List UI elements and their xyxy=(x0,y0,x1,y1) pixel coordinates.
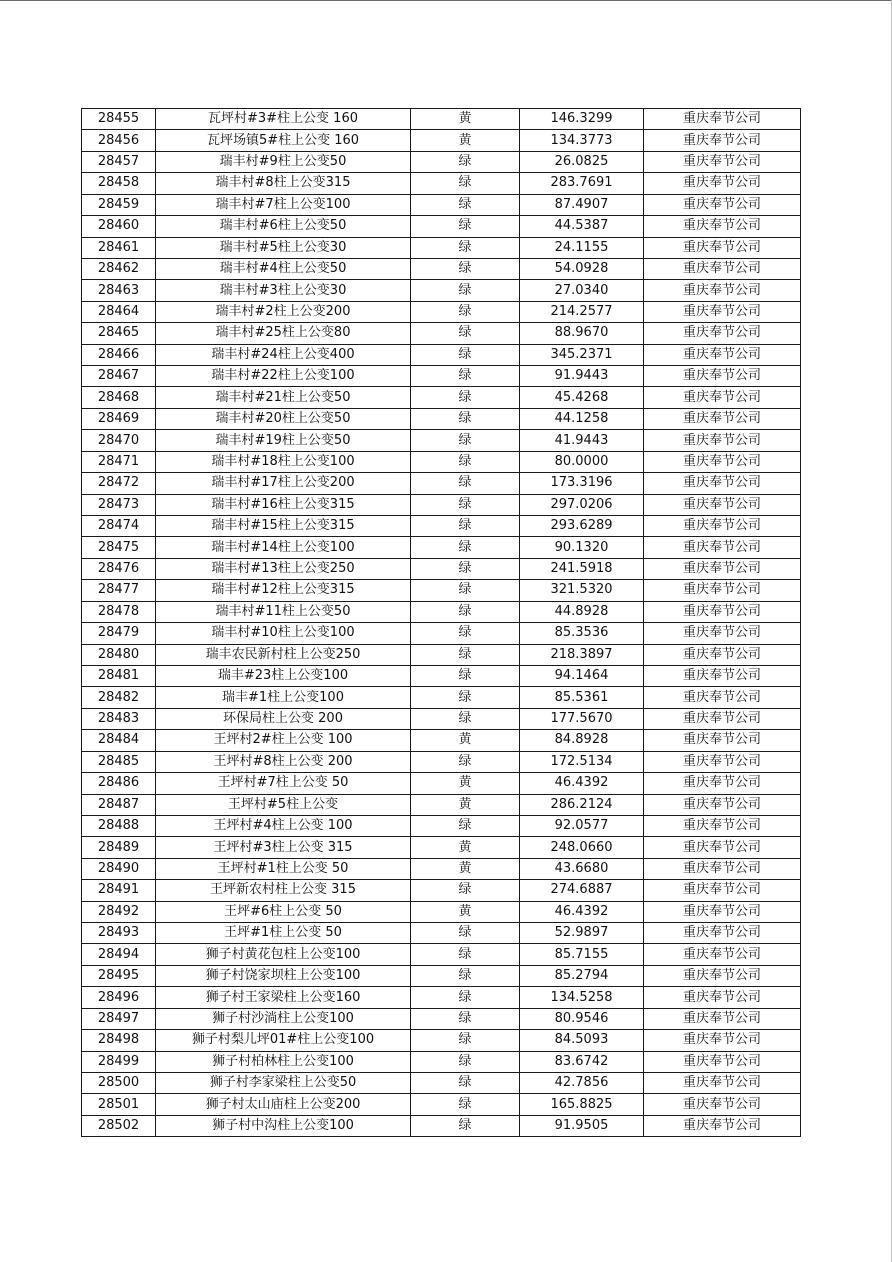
table-row xyxy=(82,1115,801,1136)
row-id-cell: 28482 xyxy=(82,687,156,708)
transformer-name-cell: 瑞丰村#25柱上公变80 xyxy=(156,323,411,344)
value-cell: 134.3773 xyxy=(520,130,644,151)
value-cell: 84.8928 xyxy=(520,730,644,751)
row-id-cell: 28483 xyxy=(82,708,156,729)
row-id-cell: 28493 xyxy=(82,923,156,944)
company-cell: 重庆奉节公司 xyxy=(644,730,801,751)
table-row xyxy=(82,366,801,387)
company-cell: 重庆奉节公司 xyxy=(644,558,801,579)
row-id-cell: 28486 xyxy=(82,773,156,794)
row-id-cell: 28477 xyxy=(82,580,156,601)
status-color-cell: 绿 xyxy=(411,173,520,194)
value-cell: 44.1258 xyxy=(520,408,644,429)
row-id-cell: 28466 xyxy=(82,344,156,365)
row-id-cell: 28462 xyxy=(82,258,156,279)
company-cell: 重庆奉节公司 xyxy=(644,1115,801,1136)
table-row xyxy=(82,923,801,944)
status-color-cell: 绿 xyxy=(411,1115,520,1136)
transformer-name-cell: 王坪#6柱上公变 50 xyxy=(156,901,411,922)
company-cell: 重庆奉节公司 xyxy=(644,323,801,344)
value-cell: 42.7856 xyxy=(520,1072,644,1093)
value-cell: 297.0206 xyxy=(520,494,644,515)
table-row xyxy=(82,751,801,772)
value-cell: 24.1155 xyxy=(520,237,644,258)
table-row xyxy=(82,601,801,622)
table-row xyxy=(82,1008,801,1029)
table-body xyxy=(82,109,801,1137)
company-cell: 重庆奉节公司 xyxy=(644,494,801,515)
company-cell: 重庆奉节公司 xyxy=(644,665,801,686)
table-row xyxy=(82,344,801,365)
transformer-name-cell: 王坪村#7柱上公变 50 xyxy=(156,773,411,794)
company-cell: 重庆奉节公司 xyxy=(644,151,801,172)
transformer-name-cell: 瑞丰村#13柱上公变250 xyxy=(156,558,411,579)
status-color-cell: 绿 xyxy=(411,665,520,686)
table-row xyxy=(82,301,801,322)
company-cell: 重庆奉节公司 xyxy=(644,858,801,879)
value-cell: 274.6887 xyxy=(520,880,644,901)
table-row xyxy=(82,708,801,729)
row-id-cell: 28460 xyxy=(82,216,156,237)
value-cell: 46.4392 xyxy=(520,773,644,794)
status-color-cell: 绿 xyxy=(411,494,520,515)
transformer-name-cell: 瑞丰村#19柱上公变50 xyxy=(156,430,411,451)
status-color-cell: 绿 xyxy=(411,237,520,258)
row-id-cell: 28468 xyxy=(82,387,156,408)
table-row xyxy=(82,837,801,858)
status-color-cell: 绿 xyxy=(411,644,520,665)
company-cell: 重庆奉节公司 xyxy=(644,216,801,237)
transformer-name-cell: 瑞丰村#8柱上公变315 xyxy=(156,173,411,194)
value-cell: 52.9897 xyxy=(520,923,644,944)
company-cell: 重庆奉节公司 xyxy=(644,1008,801,1029)
transformer-name-cell: 瓦坪村#3#柱上公变 160 xyxy=(156,109,411,130)
transformer-name-cell: 狮子村黄花包柱上公变100 xyxy=(156,944,411,965)
row-id-cell: 28481 xyxy=(82,665,156,686)
transformer-name-cell: 瑞丰村#15柱上公变315 xyxy=(156,516,411,537)
row-id-cell: 28478 xyxy=(82,601,156,622)
transformer-name-cell: 王坪新农村柱上公变 315 xyxy=(156,880,411,901)
status-color-cell: 绿 xyxy=(411,451,520,472)
status-color-cell: 绿 xyxy=(411,1094,520,1115)
transformer-name-cell: 狮子村沙淌柱上公变100 xyxy=(156,1008,411,1029)
company-cell: 重庆奉节公司 xyxy=(644,773,801,794)
table-row xyxy=(82,794,801,815)
table-row xyxy=(82,173,801,194)
table-row xyxy=(82,558,801,579)
row-id-cell: 28475 xyxy=(82,537,156,558)
value-cell: 85.5361 xyxy=(520,687,644,708)
table-row xyxy=(82,580,801,601)
table-row xyxy=(82,537,801,558)
company-cell: 重庆奉节公司 xyxy=(644,130,801,151)
status-color-cell: 绿 xyxy=(411,516,520,537)
row-id-cell: 28465 xyxy=(82,323,156,344)
value-cell: 44.5387 xyxy=(520,216,644,237)
table-row xyxy=(82,109,801,130)
value-cell: 54.0928 xyxy=(520,258,644,279)
value-cell: 91.9443 xyxy=(520,366,644,387)
table-row xyxy=(82,987,801,1008)
company-cell: 重庆奉节公司 xyxy=(644,965,801,986)
transformer-name-cell: 瑞丰村#16柱上公变315 xyxy=(156,494,411,515)
status-color-cell: 绿 xyxy=(411,216,520,237)
row-id-cell: 28469 xyxy=(82,408,156,429)
company-cell: 重庆奉节公司 xyxy=(644,430,801,451)
table-row xyxy=(82,687,801,708)
transformer-name-cell: 狮子村饶家坝柱上公变100 xyxy=(156,965,411,986)
value-cell: 45.4268 xyxy=(520,387,644,408)
transformer-name-cell: 瑞丰村#24柱上公变400 xyxy=(156,344,411,365)
transformer-name-cell: 瑞丰村#17柱上公变200 xyxy=(156,473,411,494)
table-row xyxy=(82,623,801,644)
status-color-cell: 绿 xyxy=(411,965,520,986)
table-row xyxy=(82,323,801,344)
row-id-cell: 28498 xyxy=(82,1030,156,1051)
status-color-cell: 绿 xyxy=(411,880,520,901)
company-cell: 重庆奉节公司 xyxy=(644,687,801,708)
company-cell: 重庆奉节公司 xyxy=(644,344,801,365)
transformer-name-cell: 王坪村#4柱上公变 100 xyxy=(156,815,411,836)
status-color-cell: 黄 xyxy=(411,901,520,922)
company-cell: 重庆奉节公司 xyxy=(644,1072,801,1093)
company-cell: 重庆奉节公司 xyxy=(644,880,801,901)
table-row xyxy=(82,944,801,965)
table-row xyxy=(82,730,801,751)
status-color-cell: 黄 xyxy=(411,837,520,858)
transformer-name-cell: 瑞丰村#5柱上公变30 xyxy=(156,237,411,258)
value-cell: 94.1464 xyxy=(520,665,644,686)
row-id-cell: 28497 xyxy=(82,1008,156,1029)
table-row xyxy=(82,258,801,279)
status-color-cell: 绿 xyxy=(411,280,520,301)
transformer-name-cell: 狮子村中沟柱上公变100 xyxy=(156,1115,411,1136)
company-cell: 重庆奉节公司 xyxy=(644,901,801,922)
table-row xyxy=(82,815,801,836)
company-cell: 重庆奉节公司 xyxy=(644,1030,801,1051)
transformer-name-cell: 王坪村#1柱上公变 50 xyxy=(156,858,411,879)
value-cell: 87.4907 xyxy=(520,194,644,215)
value-cell: 321.5320 xyxy=(520,580,644,601)
table-row xyxy=(82,516,801,537)
value-cell: 134.5258 xyxy=(520,987,644,1008)
table-row xyxy=(82,880,801,901)
company-cell: 重庆奉节公司 xyxy=(644,837,801,858)
row-id-cell: 28474 xyxy=(82,516,156,537)
status-color-cell: 绿 xyxy=(411,1008,520,1029)
row-id-cell: 28500 xyxy=(82,1072,156,1093)
table-row xyxy=(82,151,801,172)
status-color-cell: 黄 xyxy=(411,773,520,794)
transformer-name-cell: 瑞丰村#18柱上公变100 xyxy=(156,451,411,472)
row-id-cell: 28467 xyxy=(82,366,156,387)
company-cell: 重庆奉节公司 xyxy=(644,987,801,1008)
row-id-cell: 28479 xyxy=(82,623,156,644)
transformer-name-cell: 瑞丰村#3柱上公变30 xyxy=(156,280,411,301)
company-cell: 重庆奉节公司 xyxy=(644,1051,801,1072)
table-row xyxy=(82,1072,801,1093)
value-cell: 177.5670 xyxy=(520,708,644,729)
company-cell: 重庆奉节公司 xyxy=(644,644,801,665)
company-cell: 重庆奉节公司 xyxy=(644,944,801,965)
transformer-name-cell: 王坪村#5柱上公变 xyxy=(156,794,411,815)
company-cell: 重庆奉节公司 xyxy=(644,794,801,815)
row-id-cell: 28490 xyxy=(82,858,156,879)
value-cell: 83.6742 xyxy=(520,1051,644,1072)
status-color-cell: 黄 xyxy=(411,794,520,815)
value-cell: 248.0660 xyxy=(520,837,644,858)
value-cell: 85.3536 xyxy=(520,623,644,644)
status-color-cell: 绿 xyxy=(411,601,520,622)
table-row xyxy=(82,773,801,794)
status-color-cell: 绿 xyxy=(411,151,520,172)
page-top-border xyxy=(0,0,892,1)
row-id-cell: 28484 xyxy=(82,730,156,751)
company-cell: 重庆奉节公司 xyxy=(644,280,801,301)
row-id-cell: 28496 xyxy=(82,987,156,1008)
company-cell: 重庆奉节公司 xyxy=(644,1094,801,1115)
transformer-name-cell: 瑞丰村#4柱上公变50 xyxy=(156,258,411,279)
status-color-cell: 绿 xyxy=(411,623,520,644)
company-cell: 重庆奉节公司 xyxy=(644,237,801,258)
status-color-cell: 绿 xyxy=(411,387,520,408)
company-cell: 重庆奉节公司 xyxy=(644,623,801,644)
row-id-cell: 28456 xyxy=(82,130,156,151)
value-cell: 283.7691 xyxy=(520,173,644,194)
transformer-name-cell: 瑞丰村#20柱上公变50 xyxy=(156,408,411,429)
row-id-cell: 28476 xyxy=(82,558,156,579)
status-color-cell: 黄 xyxy=(411,730,520,751)
status-color-cell: 绿 xyxy=(411,194,520,215)
row-id-cell: 28457 xyxy=(82,151,156,172)
status-color-cell: 黄 xyxy=(411,109,520,130)
row-id-cell: 28501 xyxy=(82,1094,156,1115)
value-cell: 92.0577 xyxy=(520,815,644,836)
table-row xyxy=(82,1051,801,1072)
row-id-cell: 28458 xyxy=(82,173,156,194)
value-cell: 44.8928 xyxy=(520,601,644,622)
value-cell: 46.4392 xyxy=(520,901,644,922)
row-id-cell: 28502 xyxy=(82,1115,156,1136)
table-row xyxy=(82,1030,801,1051)
status-color-cell: 绿 xyxy=(411,687,520,708)
transformer-name-cell: 王坪#1柱上公变 50 xyxy=(156,923,411,944)
status-color-cell: 绿 xyxy=(411,987,520,1008)
status-color-cell: 绿 xyxy=(411,944,520,965)
table-row xyxy=(82,430,801,451)
company-cell: 重庆奉节公司 xyxy=(644,408,801,429)
status-color-cell: 绿 xyxy=(411,473,520,494)
table-row xyxy=(82,858,801,879)
value-cell: 26.0825 xyxy=(520,151,644,172)
status-color-cell: 绿 xyxy=(411,1072,520,1093)
company-cell: 重庆奉节公司 xyxy=(644,173,801,194)
company-cell: 重庆奉节公司 xyxy=(644,473,801,494)
value-cell: 172.5134 xyxy=(520,751,644,772)
value-cell: 80.9546 xyxy=(520,1008,644,1029)
company-cell: 重庆奉节公司 xyxy=(644,923,801,944)
row-id-cell: 28488 xyxy=(82,815,156,836)
company-cell: 重庆奉节公司 xyxy=(644,708,801,729)
company-cell: 重庆奉节公司 xyxy=(644,516,801,537)
row-id-cell: 28470 xyxy=(82,430,156,451)
value-cell: 90.1320 xyxy=(520,537,644,558)
transformer-name-cell: 狮子村太山庙柱上公变200 xyxy=(156,1094,411,1115)
row-id-cell: 28495 xyxy=(82,965,156,986)
value-cell: 173.3196 xyxy=(520,473,644,494)
table-row xyxy=(82,237,801,258)
company-cell: 重庆奉节公司 xyxy=(644,601,801,622)
status-color-cell: 绿 xyxy=(411,323,520,344)
value-cell: 345.2371 xyxy=(520,344,644,365)
value-cell: 43.6680 xyxy=(520,858,644,879)
value-cell: 88.9670 xyxy=(520,323,644,344)
row-id-cell: 28487 xyxy=(82,794,156,815)
data-table xyxy=(81,108,801,1137)
status-color-cell: 绿 xyxy=(411,558,520,579)
row-id-cell: 28492 xyxy=(82,901,156,922)
value-cell: 286.2124 xyxy=(520,794,644,815)
row-id-cell: 28499 xyxy=(82,1051,156,1072)
table-row xyxy=(82,408,801,429)
table-row xyxy=(82,473,801,494)
transformer-name-cell: 狮子村王家梁柱上公变160 xyxy=(156,987,411,1008)
status-color-cell: 黄 xyxy=(411,858,520,879)
transformer-name-cell: 王坪村#8柱上公变 200 xyxy=(156,751,411,772)
row-id-cell: 28472 xyxy=(82,473,156,494)
value-cell: 214.2577 xyxy=(520,301,644,322)
value-cell: 91.9505 xyxy=(520,1115,644,1136)
row-id-cell: 28471 xyxy=(82,451,156,472)
status-color-cell: 绿 xyxy=(411,815,520,836)
table-row xyxy=(82,965,801,986)
table-row xyxy=(82,387,801,408)
status-color-cell: 绿 xyxy=(411,1030,520,1051)
row-id-cell: 28480 xyxy=(82,644,156,665)
table-row xyxy=(82,665,801,686)
status-color-cell: 绿 xyxy=(411,1051,520,1072)
transformer-name-cell: 瑞丰村#6柱上公变50 xyxy=(156,216,411,237)
row-id-cell: 28459 xyxy=(82,194,156,215)
transformer-name-cell: 狮子村李家梁柱上公变50 xyxy=(156,1072,411,1093)
transformer-name-cell: 瑞丰村#11柱上公变50 xyxy=(156,601,411,622)
status-color-cell: 绿 xyxy=(411,366,520,387)
transformer-name-cell: 瑞丰#1柱上公变100 xyxy=(156,687,411,708)
table-row xyxy=(82,451,801,472)
transformer-name-cell: 王坪村#3柱上公变 315 xyxy=(156,837,411,858)
table-row xyxy=(82,901,801,922)
value-cell: 241.5918 xyxy=(520,558,644,579)
company-cell: 重庆奉节公司 xyxy=(644,258,801,279)
table-row xyxy=(82,494,801,515)
status-color-cell: 绿 xyxy=(411,923,520,944)
transformer-name-cell: 瓦坪场镇5#柱上公变 160 xyxy=(156,130,411,151)
value-cell: 80.0000 xyxy=(520,451,644,472)
value-cell: 165.8825 xyxy=(520,1094,644,1115)
company-cell: 重庆奉节公司 xyxy=(644,366,801,387)
transformer-name-cell: 狮子村梨儿坪01#柱上公变100 xyxy=(156,1030,411,1051)
value-cell: 146.3299 xyxy=(520,109,644,130)
transformer-name-cell: 瑞丰村#21柱上公变50 xyxy=(156,387,411,408)
row-id-cell: 28485 xyxy=(82,751,156,772)
table-row xyxy=(82,280,801,301)
company-cell: 重庆奉节公司 xyxy=(644,751,801,772)
row-id-cell: 28491 xyxy=(82,880,156,901)
status-color-cell: 绿 xyxy=(411,580,520,601)
company-cell: 重庆奉节公司 xyxy=(644,815,801,836)
company-cell: 重庆奉节公司 xyxy=(644,537,801,558)
transformer-name-cell: 瑞丰村#7柱上公变100 xyxy=(156,194,411,215)
status-color-cell: 绿 xyxy=(411,301,520,322)
transformer-name-cell: 瑞丰村#12柱上公变315 xyxy=(156,580,411,601)
status-color-cell: 绿 xyxy=(411,430,520,451)
status-color-cell: 绿 xyxy=(411,537,520,558)
status-color-cell: 绿 xyxy=(411,408,520,429)
value-cell: 85.2794 xyxy=(520,965,644,986)
status-color-cell: 绿 xyxy=(411,344,520,365)
status-color-cell: 绿 xyxy=(411,258,520,279)
row-id-cell: 28455 xyxy=(82,109,156,130)
status-color-cell: 黄 xyxy=(411,130,520,151)
status-color-cell: 绿 xyxy=(411,708,520,729)
transformer-name-cell: 瑞丰村#2柱上公变200 xyxy=(156,301,411,322)
transformer-name-cell: 环保局柱上公变 200 xyxy=(156,708,411,729)
row-id-cell: 28473 xyxy=(82,494,156,515)
value-cell: 85.7155 xyxy=(520,944,644,965)
value-cell: 218.3897 xyxy=(520,644,644,665)
company-cell: 重庆奉节公司 xyxy=(644,109,801,130)
transformer-name-cell: 瑞丰村#10柱上公变100 xyxy=(156,623,411,644)
transformer-name-cell: 瑞丰村#22柱上公变100 xyxy=(156,366,411,387)
value-cell: 41.9443 xyxy=(520,430,644,451)
transformer-name-cell: 瑞丰农民新村柱上公变250 xyxy=(156,644,411,665)
row-id-cell: 28494 xyxy=(82,944,156,965)
table-row xyxy=(82,130,801,151)
row-id-cell: 28464 xyxy=(82,301,156,322)
value-cell: 27.0340 xyxy=(520,280,644,301)
transformer-name-cell: 王坪村2#柱上公变 100 xyxy=(156,730,411,751)
transformer-name-cell: 瑞丰村#14柱上公变100 xyxy=(156,537,411,558)
transformer-name-cell: 瑞丰#23柱上公变100 xyxy=(156,665,411,686)
company-cell: 重庆奉节公司 xyxy=(644,451,801,472)
row-id-cell: 28461 xyxy=(82,237,156,258)
transformer-name-cell: 瑞丰村#9柱上公变50 xyxy=(156,151,411,172)
status-color-cell: 绿 xyxy=(411,751,520,772)
transformer-name-cell: 狮子村柏林柱上公变100 xyxy=(156,1051,411,1072)
company-cell: 重庆奉节公司 xyxy=(644,301,801,322)
row-id-cell: 28489 xyxy=(82,837,156,858)
value-cell: 84.5093 xyxy=(520,1030,644,1051)
company-cell: 重庆奉节公司 xyxy=(644,387,801,408)
row-id-cell: 28463 xyxy=(82,280,156,301)
value-cell: 293.6289 xyxy=(520,516,644,537)
table-row xyxy=(82,216,801,237)
table-row xyxy=(82,194,801,215)
table-row xyxy=(82,644,801,665)
table-row xyxy=(82,1094,801,1115)
company-cell: 重庆奉节公司 xyxy=(644,194,801,215)
company-cell: 重庆奉节公司 xyxy=(644,580,801,601)
